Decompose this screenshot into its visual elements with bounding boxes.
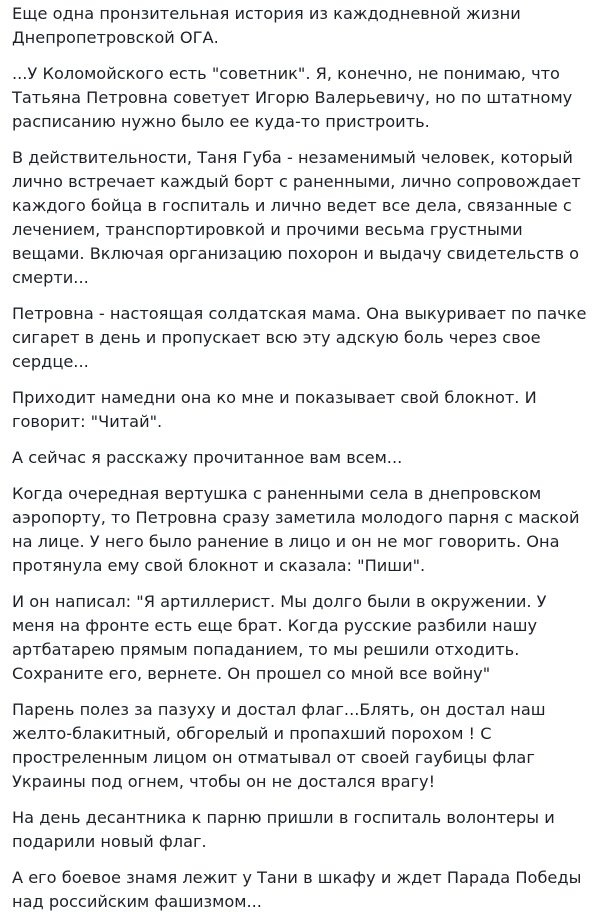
post-paragraph-7: Когда очередная вертушка с раненными села в днепровском аэропорту, то Петровна сразу заметила молодого парня с маской на лице. У него было ранение в лицо и он не мог говорить. Она протянула ему свой блокнот и сказала: "Пиши". bbox=[12, 484, 580, 575]
post-paragraph-3: В действительности, Таня Губа - незаменимый человек, который лично встречает каждый борт с раненными, лично сопровождает каждого бойца в госпиталь и лично ведет все дела, связанные с лечением, транспортировкой и прочими весьма грустными вещами. Включая организацию похорон и выдачу свидетельств о смерти... bbox=[12, 148, 581, 287]
post-paragraph-8: И он написал: "Я артиллерист. Мы долго были в окружении. У меня на фронте есть еще брат. Когда русские разбили нашу артбатарею прямым попаданием, то мы решили отходить. Сохраните его, вернете. Он прошел со мной все войну" bbox=[12, 592, 547, 683]
post-paragraph-6: А сейчас я расскажу прочитанное вам всем... bbox=[12, 448, 403, 467]
post-paragraph-2: ...У Коломойского есть "советник". Я, конечно, не понимаю, что Татьяна Петровна советует Игорю Валерьевичу, но по штатному расписанию нужно было ее куда-то пристроить. bbox=[12, 64, 573, 131]
post-paragraph-9: Парень полез за пазуху и достал флаг...Блять, он достал наш желто-блакитный, обгорелый и пропахший порохом ! С простреленным лицом он отматывал от своей гаубицы флаг Украины под огнем, чтобы он не достался врагу! bbox=[12, 700, 546, 791]
post-paragraph-11: А его боевое знамя лежит у Тани в шкафу и ждет Парада Победы над российским фашизмом... bbox=[12, 868, 582, 911]
post-paragraph-4: Петровна - настоящая солдатская мама. Она выкуривает по пачке сигарет в день и пропускает всю эту адскую боль через свое сердце... bbox=[12, 304, 587, 371]
post-paragraph-10: На день десантника к парню пришли в госпиталь волонтеры и подарили новый флаг. bbox=[12, 808, 555, 851]
post-paragraph-1: Еще одна пронзительная история из каждодневной жизни Днепропетровской ОГА. bbox=[12, 4, 521, 47]
post-paragraph-5: Приходит намедни она ко мне и показывает свой блокнот. И говорит: "Читай". bbox=[12, 388, 537, 431]
